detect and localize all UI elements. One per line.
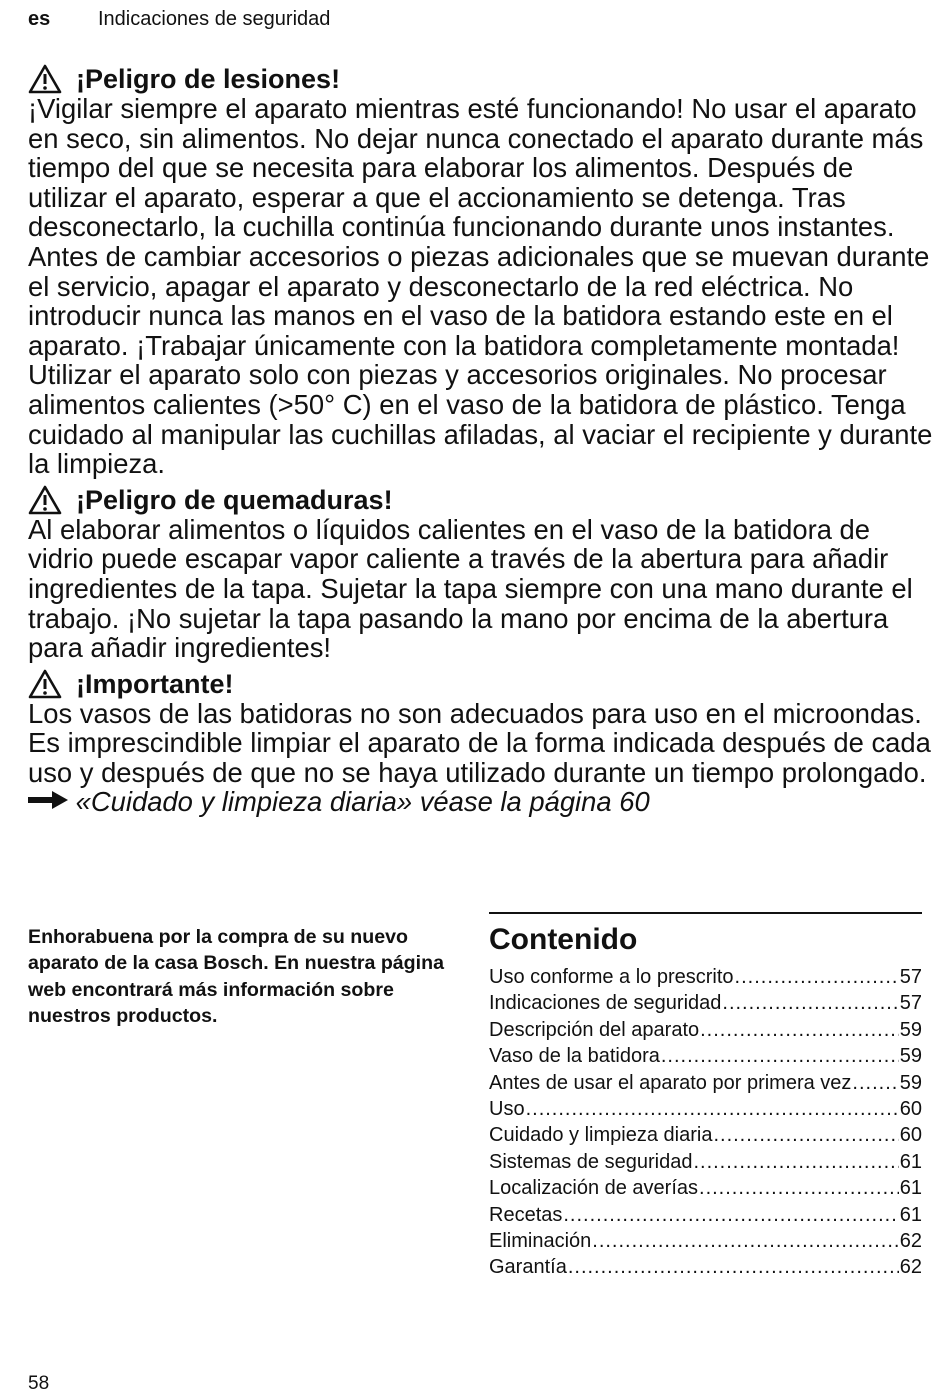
toc-entry-page: 61 xyxy=(899,1203,922,1226)
arrow-right-icon xyxy=(28,790,68,810)
toc-entry-page: 57 xyxy=(899,992,922,1015)
toc-leader-dots xyxy=(563,1202,898,1228)
toc-entry-label: Vaso de la batidora xyxy=(489,1045,660,1068)
toc-entry[interactable] xyxy=(489,1228,922,1254)
toc-entry[interactable] xyxy=(489,990,922,1016)
page-number: 58 xyxy=(28,1373,50,1394)
toc-leader-dots xyxy=(852,1070,898,1096)
warning-text-important xyxy=(28,699,933,817)
toc-entry-page: 62 xyxy=(899,1256,922,1279)
warning-text-burn: Al elaborar alimentos o líquidos calientes en el vaso de la batidora de vidrio puede escapar vapor caliente a través de la abertura para añadir ingredientes de la tapa. Sujetar la tapa siempre con una mano durante el trabajo. ¡No sujetar la tapa pasando la mano por encima de la abertura para añadir ingredientes! xyxy=(28,513,913,664)
toc-leader-dots xyxy=(592,1228,898,1254)
toc-leader-dots xyxy=(661,1043,899,1069)
warning-triangle-icon xyxy=(28,485,62,515)
toc-entry-label: Sistemas de seguridad xyxy=(489,1150,693,1173)
toc-entry[interactable] xyxy=(489,1096,922,1122)
toc-leader-dots xyxy=(568,1254,899,1280)
intro-text: Enhorabuena por la compra de su nuevo aparato de la casa Bosch. En nuestra página web encontrará más información sobre nuestros productos. xyxy=(28,926,444,1028)
toc-entry[interactable] xyxy=(489,1043,922,1069)
warning-title-injury xyxy=(28,64,933,94)
toc-entry[interactable] xyxy=(489,1149,922,1175)
warning-triangle-icon xyxy=(28,64,62,94)
warning-title-text: ¡Peligro de quemaduras! xyxy=(76,484,393,515)
toc-entry-page: 59 xyxy=(899,1045,922,1068)
warning-title-text: ¡Peligro de lesiones! xyxy=(76,64,341,94)
toc-entry-page: 60 xyxy=(899,1124,922,1147)
toc-entry-label: Cuidado y limpieza diaria xyxy=(489,1124,713,1147)
page-header xyxy=(28,8,330,30)
toc-leader-dots xyxy=(735,964,899,990)
warning-body: Los vasos de las batidoras no son adecuados para uso en el microondas. Es imprescindible limpiar el aparato de la forma indicada después de cada uso y después de que no se haya utilizado durante un tiempo prolongado. xyxy=(28,697,931,788)
warning-title-burn xyxy=(28,485,933,515)
toc-leader-dots xyxy=(722,990,898,1016)
toc-leader-dots xyxy=(713,1122,898,1148)
cross-reference-link[interactable]: «Cuidado y limpieza diaria» véase la página 60 xyxy=(75,786,650,818)
warning-text-injury: ¡Vigilar siempre el aparato mientras esté funcionando! No usar el aparato en seco, sin alimentos. No dejar nunca conectado el aparato durante más tiempo del que se necesita para elaborar los alimentos. Después de utilizar el aparato, esperar a que el accionamiento se detenga. Tras desconectarlo, la cuchilla continúa funcionando durante unos instantes. Antes de cambiar accesorios o piezas adicionales que se muevan durante el servicio, apagar el aparato y desconectarlo de la red eléctrica. No introducir nunca las manos en el vaso de la batidora estando este en el aparato. ¡Trabajar únicamente con la batidora completamente montada! Utilizar el aparato solo con piezas y accesorios originales. No procesar alimentos calientes (>50° C) en el vaso de la batidora de plástico. Tenga cuidado al manipular las cuchillas afiladas, al vaciar el recipiente y durante la limpieza. xyxy=(28,93,933,480)
toc-entry-label: Antes de usar el aparato por primera vez xyxy=(489,1071,852,1094)
toc-leader-dots xyxy=(699,1175,899,1201)
table-of-contents xyxy=(489,912,922,1281)
warning-title-important xyxy=(28,669,933,699)
toc-entry-label: Indicaciones de seguridad xyxy=(489,992,722,1015)
warning-title-text: ¡Importante! xyxy=(76,668,234,699)
toc-entry-page: 61 xyxy=(899,1177,922,1200)
toc-entry[interactable] xyxy=(489,1254,922,1280)
toc-entry[interactable] xyxy=(489,964,922,990)
toc-entry-page: 60 xyxy=(899,1098,922,1121)
toc-entry[interactable] xyxy=(489,1175,922,1201)
toc-title: Contenido xyxy=(489,923,638,956)
toc-entry-label: Descripción del aparato xyxy=(489,1018,700,1041)
toc-entry-label: Localización de averías xyxy=(489,1177,699,1200)
toc-leader-dots xyxy=(693,1149,898,1175)
toc-entry-page: 59 xyxy=(899,1071,922,1094)
toc-entry-page: 62 xyxy=(899,1230,922,1253)
toc-entry[interactable] xyxy=(489,1122,922,1148)
toc-entry-label: Uso xyxy=(489,1098,525,1121)
toc-entry[interactable] xyxy=(489,1202,922,1228)
toc-entry-label: Uso conforme a lo prescrito xyxy=(489,966,734,988)
toc-entry-page: 59 xyxy=(899,1018,922,1041)
section-title: Indicaciones de seguridad xyxy=(98,8,331,30)
toc-entry-page: 57 xyxy=(899,966,922,988)
warning-triangle-icon xyxy=(28,669,62,699)
toc-entry[interactable] xyxy=(489,1017,922,1043)
toc-leader-dots xyxy=(526,1096,899,1122)
toc-entry[interactable] xyxy=(489,1070,922,1096)
toc-entry-page: 61 xyxy=(899,1150,922,1173)
toc-leader-dots xyxy=(700,1017,899,1043)
language-code: es xyxy=(28,8,51,30)
toc-entry-label: Garantía xyxy=(489,1256,567,1279)
toc-entry-label: Eliminación xyxy=(489,1230,592,1253)
toc-entry-label: Recetas xyxy=(489,1203,563,1226)
safety-warnings xyxy=(28,64,933,823)
